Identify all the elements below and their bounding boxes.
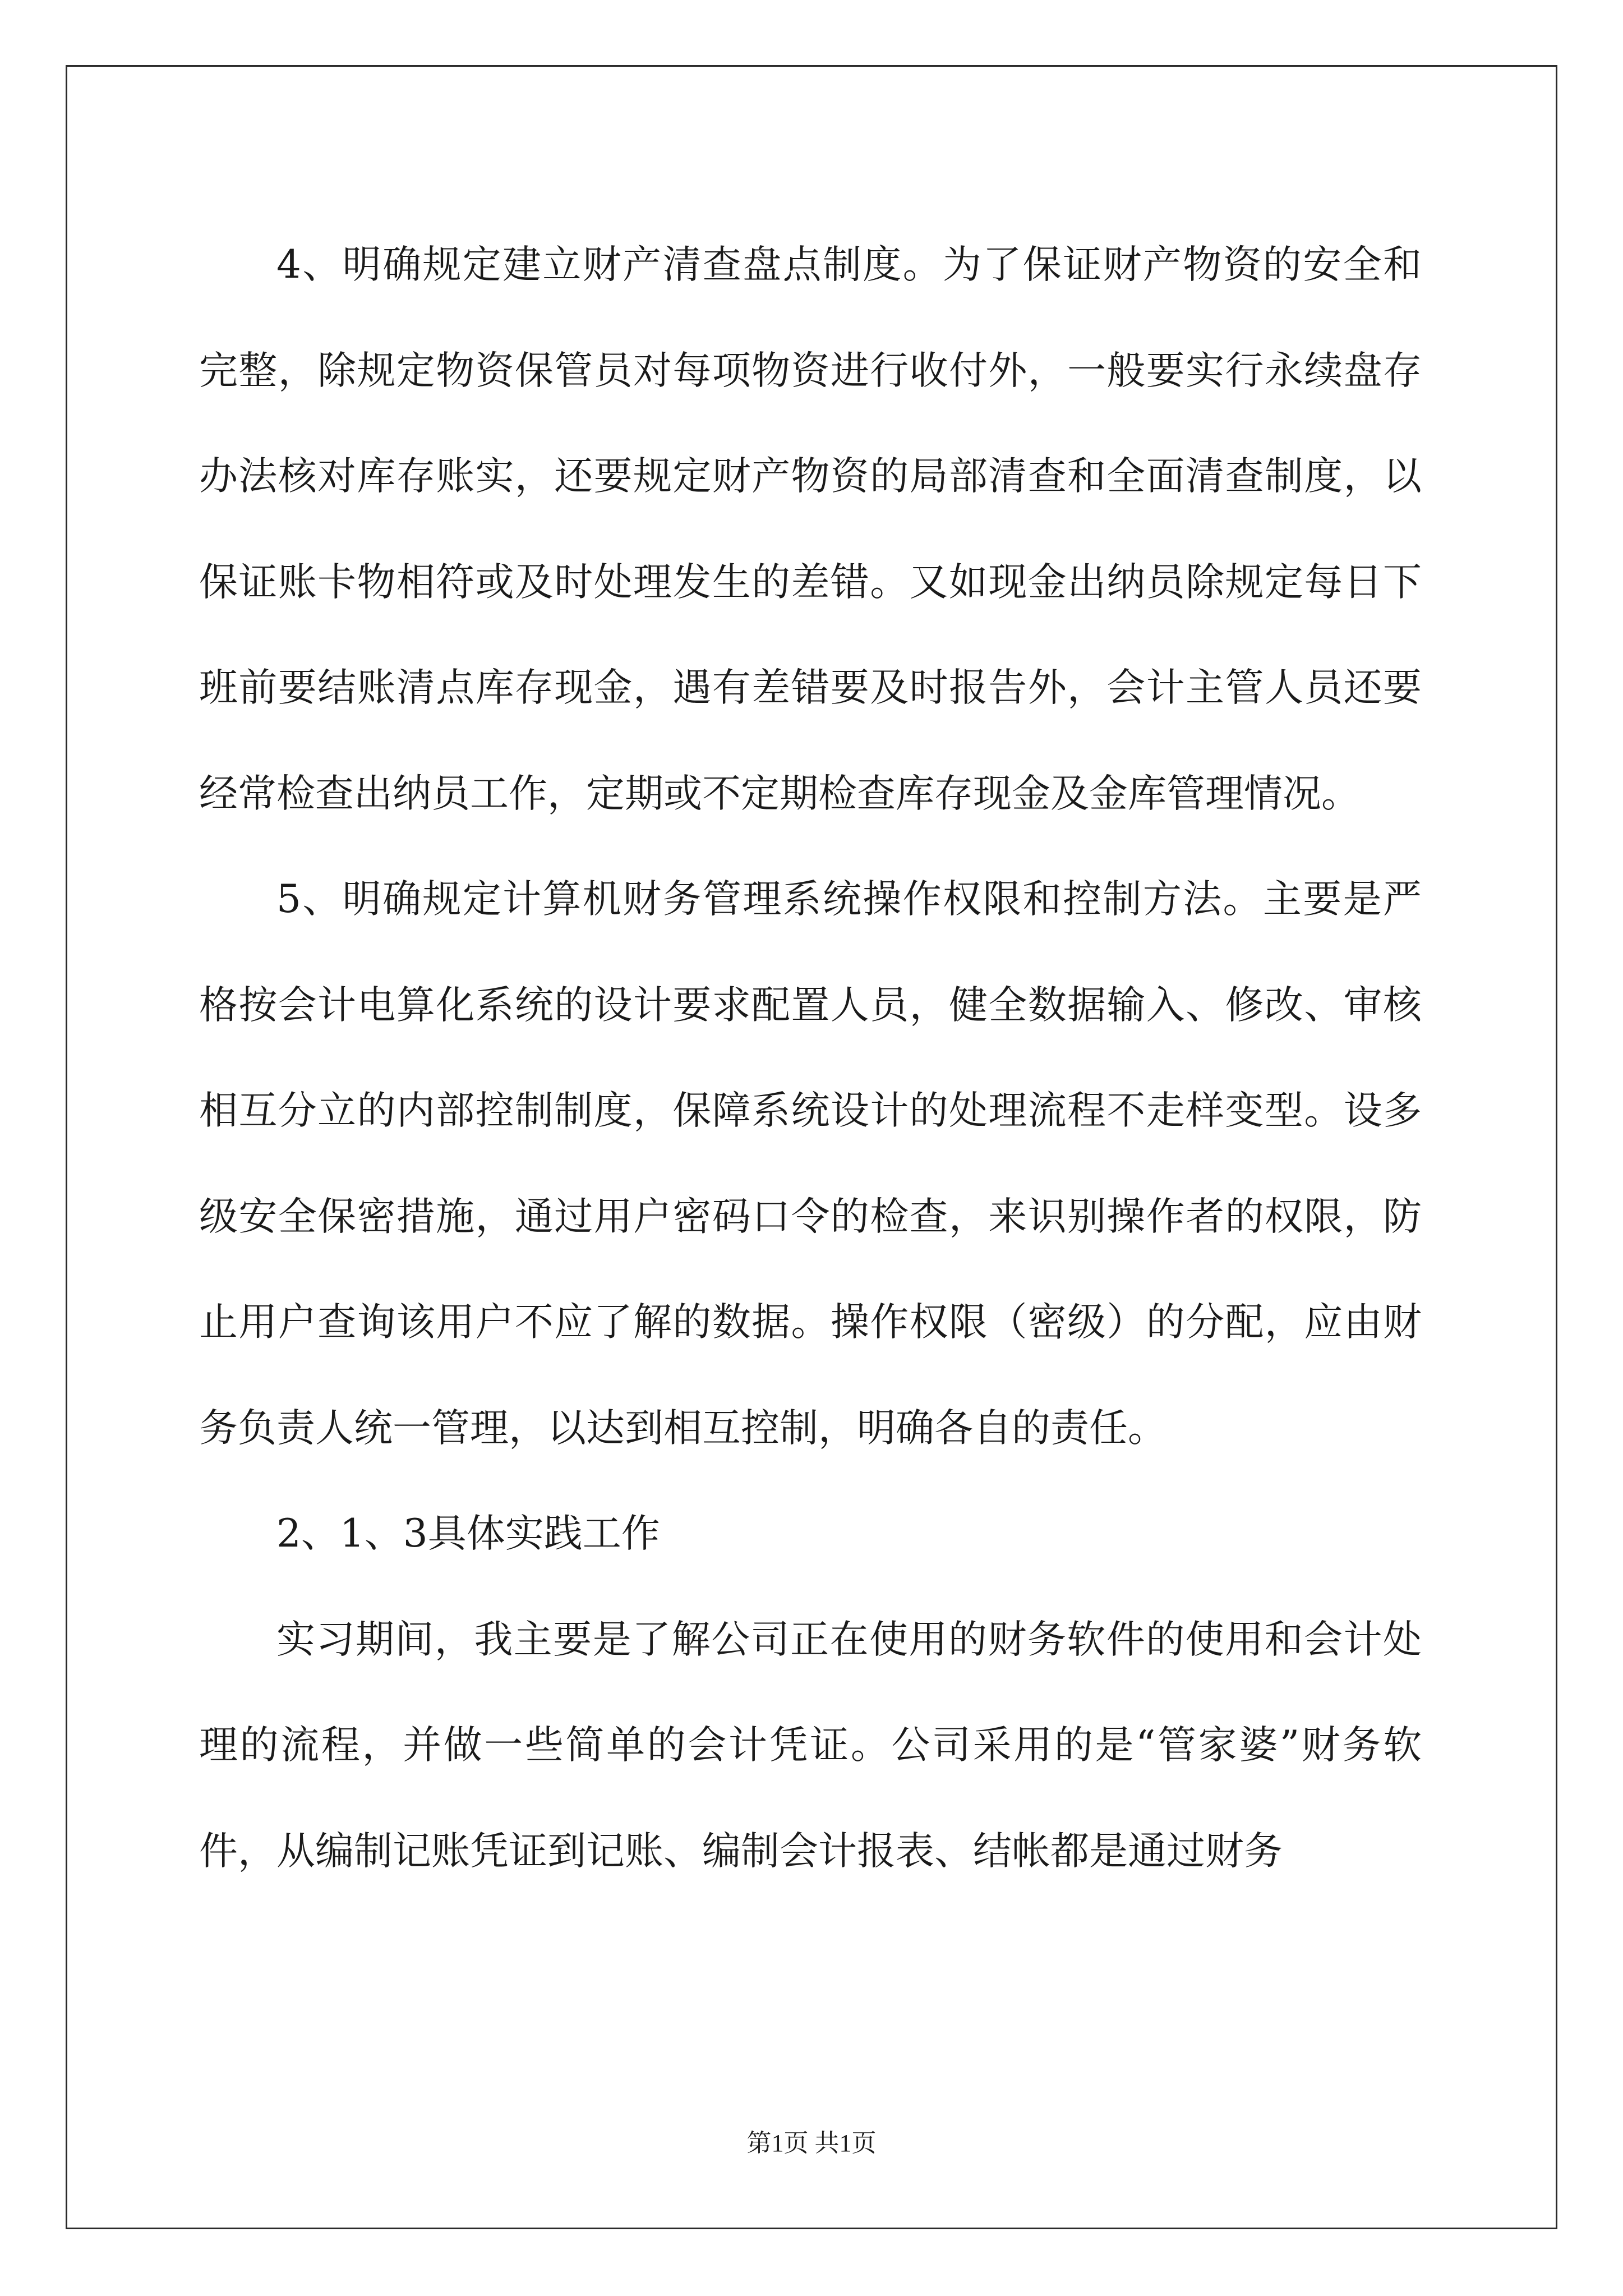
paragraph-computer-permissions: 5、明确规定计算机财务管理系统操作权限和控制方法。主要是严格按会计电算化系统的设计要求配置人员，健全数据输入、修改、审核相互分立的内部控制制度，保障系统设计的处理流程不走样变型。设多级安全保密措施，通过用户密码口令的检查，来识别操作者的权限，防止用户查询该用户不应了解的数据。操作权限（密级）的分配，应由财务负责人统一管理，以达到相互控制，明确各自的责任。 <box>199 877 1422 1451</box>
paragraph-internship: 实习期间，我主要是了解公司正在使用的财务软件的使用和会计处理的流程，并做一些简单的会计凭证。公司采用的是“管家婆”财务软件，从编制记账凭证到记账、编制会计报表、结帐都是通过财务 <box>199 1617 1422 1874</box>
section-heading-practice-work: 2、1、3具体实践工作 <box>276 1511 660 1556</box>
page-number-footer: 第1页 共1页 <box>746 2129 877 2157</box>
document-body <box>199 212 1422 1904</box>
paragraph-property-inventory: 4、明确规定建立财产清查盘点制度。为了保证财产物资的安全和完整，除规定物资保管员对每项物资进行收付外，一般要实行永续盘存办法核对库存账实，还要规定财产物资的局部清查和全面清查制度，以保证账卡物相符或及时处理发生的差错。又如现金出纳员除规定每日下班前要结账清点库存现金，遇有差错要及时报告外，会计主管人员还要经常检查出纳员工作，定期或不定期检查库存现金及金库管理情况。 <box>199 242 1422 816</box>
